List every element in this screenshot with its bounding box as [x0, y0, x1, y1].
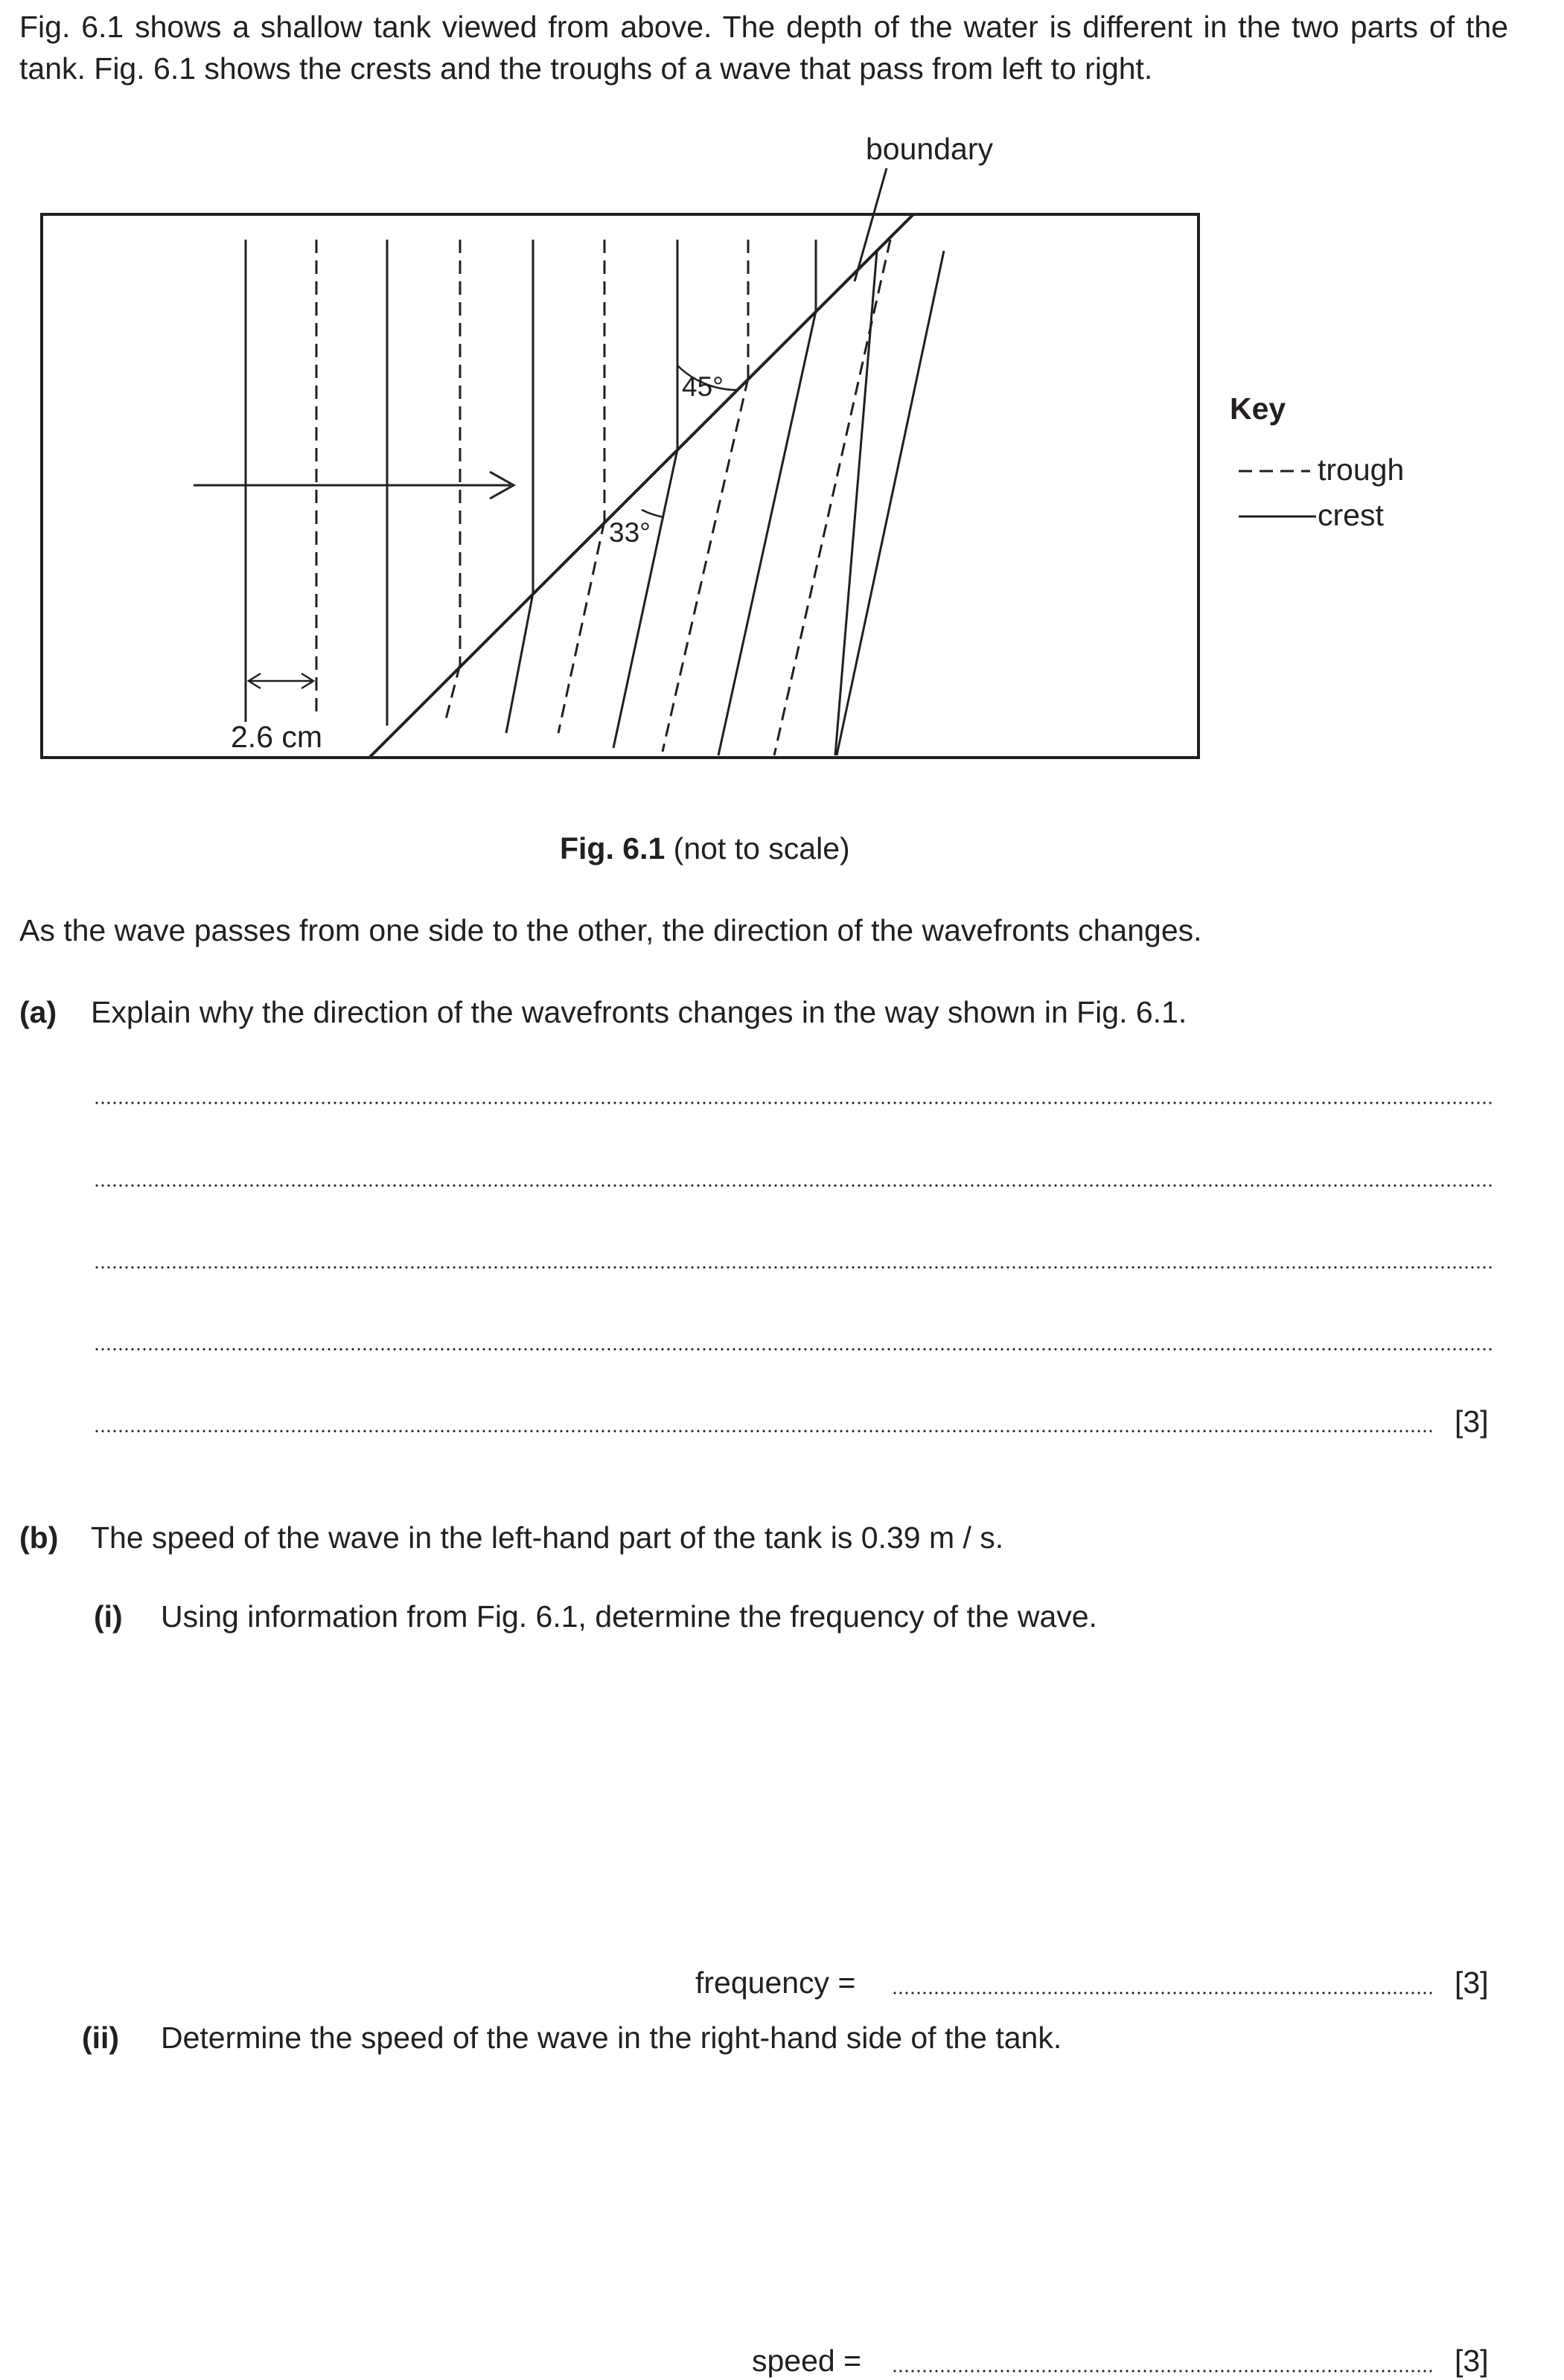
answer-line-a1[interactable] — [94, 1101, 1493, 1104]
key-trough-label: trough — [1318, 452, 1405, 487]
figure-caption-note: (not to scale) — [673, 831, 850, 866]
part-b-i-question: Using information from Fig. 6.1, determine the frequency of the wave. — [161, 1599, 1097, 1634]
answer-line-a4[interactable] — [94, 1348, 1493, 1351]
frequency-answer-label: frequency = — [695, 1965, 856, 2000]
answer-line-a3[interactable] — [94, 1266, 1493, 1269]
part-a-label: (a) — [19, 995, 57, 1029]
refracted-trough-line — [774, 240, 890, 755]
angle-arc-33 — [642, 510, 664, 517]
refracted-trough-line — [558, 521, 604, 733]
refracted-crest-line — [506, 593, 533, 733]
speed-answer-label: speed = — [752, 2344, 862, 2378]
figure-caption-label: Fig. 6.1 — [560, 831, 666, 866]
key-crest-label: crest — [1318, 498, 1384, 532]
frequency-answer-line[interactable] — [892, 1992, 1434, 1994]
part-b-ii-marks: [3] — [1455, 2344, 1489, 2378]
part-b-label: (b) — [19, 1520, 59, 1555]
part-b-question: The speed of the wave in the left-hand part of the tank is 0.39 m / s. — [91, 1520, 1004, 1555]
refracted-trough-line — [663, 378, 748, 752]
wave-tank-figure — [0, 112, 1564, 781]
key-title: Key — [1230, 391, 1286, 426]
answer-line-a2[interactable] — [94, 1184, 1493, 1187]
speed-answer-line[interactable] — [892, 2370, 1434, 2373]
angle-label-45: 45° — [682, 371, 724, 402]
distance-label: 2.6 cm — [231, 720, 323, 754]
part-a-question: Explain why the direction of the wavefronts changes in the way shown in Fig. 6.1. — [91, 995, 1187, 1029]
part-b-ii-question: Determine the speed of the wave in the right-hand side of the tank. — [161, 2021, 1062, 2055]
figure-caption — [560, 829, 850, 868]
intro-paragraph: Fig. 6.1 shows a shallow tank viewed from above. The depth of the water is different in the two parts of the tank. Fig. 6.1 shows the crests and the troughs of a wave that pass from left to right. — [19, 10, 1508, 86]
answer-line-a5[interactable] — [94, 1430, 1434, 1433]
part-b-ii-label: (ii) — [82, 2021, 120, 2055]
refracted-crest-line — [837, 251, 944, 755]
refracted-crest-line — [613, 450, 677, 748]
refracted-crest-line — [718, 311, 816, 755]
boundary-leader-line — [855, 168, 887, 281]
boundary-label: boundary — [866, 132, 993, 166]
part-a-marks: [3] — [1455, 1404, 1489, 1439]
part-b-i-marks: [3] — [1455, 1965, 1489, 2000]
statement-text: As the wave passes from one side to the other, the direction of the wavefronts changes. — [19, 913, 1202, 947]
angle-label-33: 33° — [609, 517, 651, 548]
part-b-i-label: (i) — [94, 1599, 123, 1634]
